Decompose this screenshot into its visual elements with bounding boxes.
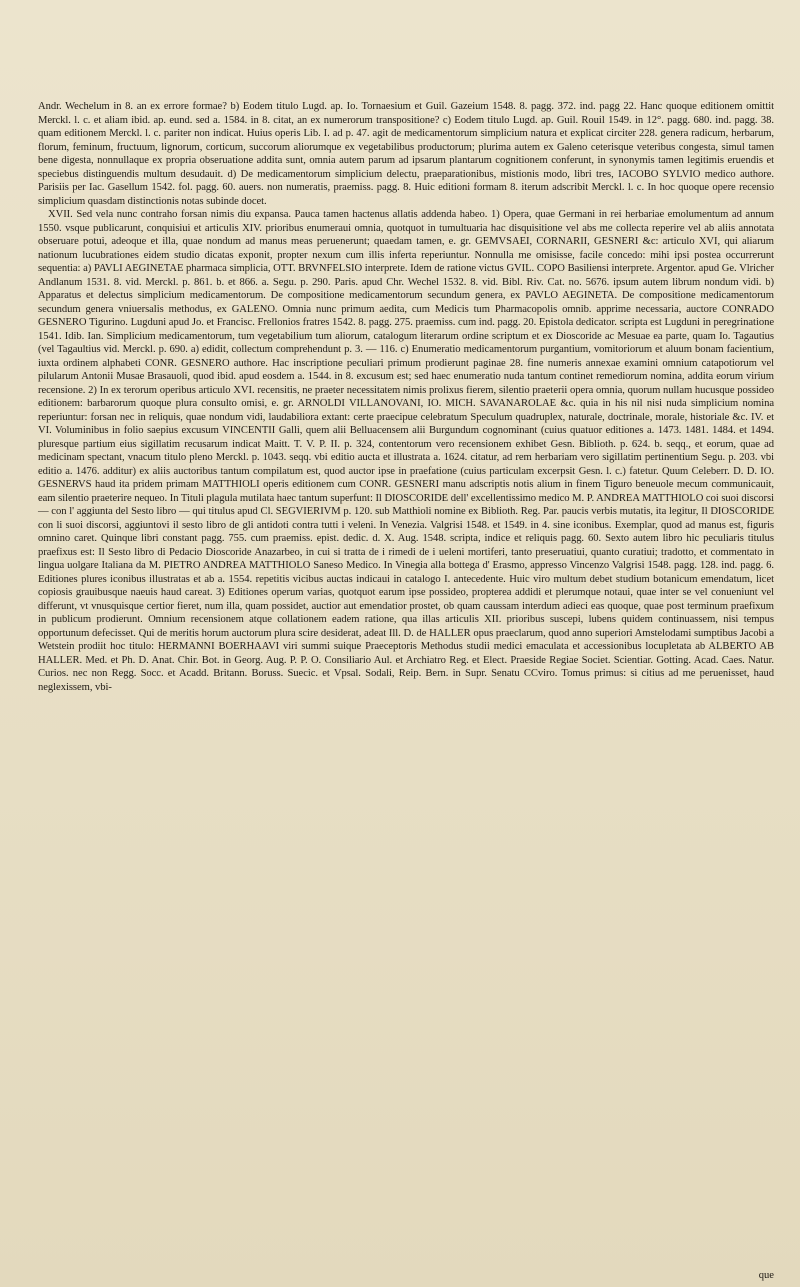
paragraph-2: XVII. Sed vela nunc contraho forsan nimis diu expansa. Pauca tamen hactenus allatis addenda habeo. 1) Opera, quae Germani in rei herbariae emolumentum ad annum 1550. vsque publicarunt, conquisiui et articulis XIV. prioribus enumeraui omnia, quotquot in tumultuaria hac disquisitione vel abs me collecta reperire vel ab aliis annotata obseruare potui, adeoque et illa, quae nondum ad manus meas peruenerunt; quaedam tamen, e. gr. GEMVSAEI, CORNARII, GESNERI &c: articulo XVI, qui aliarum nationum lucubrationes eidem studio dicatas exponit, propter nexum cum illis inferta reperiuntur. Nonnulla me omisisse, facile concedo: mihi ipsi postea occurrerunt sequentia: a) PAVLI AEGINETAE pharmaca simplicia, OTT. BRVNFELSIO interprete. Idem de ratione victus GVIL. COPO Basiliensi interprete. Argentor. apud Ge. Vlricher Andlanum 1531. 8. vid. Merckl. p. 861. b. et 866. a. Segu. p. 290. Paris. apud Chr. Wechel 1532. 8. vid. Bibl. Riv. Cat. no. 5676. ipsum autem librum nondum vidi. b) Apparatus et delectus simplicium medicamentorum. De compositione medicamentorum secundum genera, ex PAVLO AEGINETA. De compositione medicamentorum secundum genera vniuersalis methodus, ex GALENO. Omnia nunc primum aedita, cum Medicis tum Pharmacopolis omnib. apprime necessaria, auctore CONRADO GESNERO Tigurino. Lugduni apud Jo. et Francisc. Frellonios fratres 1542. 8. pagg. 275. praemiss. cum ind. pagg. 20. Epistola dedicator. scripta est Lugduni in peregrinatione 1541. Idib. Ian. Simplicium medicamentorum, tum vegetabilium tum aliorum, catalogum literarum ordine scriptum et ex Dioscoride ac Mesuae ea parte, quam Io. Tagautius (vel Tagaultius vid. Merckl. p. 690. a) edidit, collectum comprehendunt p. 3. — 116. c) Enumeratio medicamentorum purgantium, vomitoriorum et aluum bonam facientium, iuxta ordinem alphabeti CONR. GESNERO authore. Hac inscriptione peculiari primum prodierunt paginae 28. fine numeris annexae examini omnium catapotiorum vel pilularum Antonii Musae Brasauoli, quod ibid. apud eosdem a. 1544. in 8. excusum est; sed haec enumeratio nuda tantum continet remediorum nomina, addita eorum virium recensione. 2) In ex terorum operibus articulo XVI. recensitis, ne praeter necessitatem nimis prolixus fierem, silentio praeterii opera omnia, quorum nullam hucusque possideo editionem: barbarorum quoque plura consulto omisi, e. gr. ARNOLDI VILLANOVANI, IO. MICH. SAVANAROLAE &c. quia in his nil nisi nuda simplicium nomina reperiuntur: forsan nec in reliquis, quae nondum vidi, laudabiliora extant: certe praecipue celebratum Speculum quadruplex, naturale, doctrinale, morale, historiale &c. IV. et VI. Voluminibus in folio saepius excusum VINCENTII Galli, quem alii Belluacensem alii Burgundum cognominant (cuius quatuor editiones a. 1473. 1481. 1484. et 1494. pluresque partium eius sigillatim recusarum indicat Maitt. T. V. P. II. p. 324, contentorum vero recensionem exhibet Gesn. Biblioth. p. 624. b. seqq., et eorum, quae ad medicinam spectant, vnacum titulo pleno Merckl. p. 1043. seqq. vbi editio aucta et illustrata a. 1624. citatur, ad rem herbariam vero sigillatim pertinentium Segu. p. 203. vbi editio a. 1476. additur) ex aliis auctoribus tantum compilatum est, quod auctor ipse in praefatione (cuius particulam excerpsit Gesn. l. c.) fatetur. Quum Celeberr. D. D. IO. GESNERVS haud ita pridem primam MATTHIOLI operis editionem cum CONR. GESNERI manu adscriptis notis alium in finem Tiguro beneuole mecum communicauit, eam silentio praeterire nequeo. In Tituli plagula mutilata haec tantum superfunt: Il DIOSCORIDE dell' excellentissimo medico M. P. ANDREA MATTHIOLO coi suoi discorsi — con l' aggiunta del Sesto libro — qui titulus apud Cl. SEGVIERIVM p. 120. sub Matthioli nomine ex Biblioth. Reg. Par. paucis verbis mutatis, ita legitur, Il DIOSCORIDE con li suoi discorsi, aggiuntovi il sesto libro de gli antidoti contra tutti i veleni. In Venezia. Valgrisi 1548. et 1549. in 4. sine iconibus. Exemplar, quod ad manus est, figuris omnino caret. Quinque libri constant pagg. 755. cum praemiss. epist. dedic. d. X. Aug. 1548. scripta, indice et reliquis pagg. 60. Sexto autem libro hic peculiaris titulus praefixus est: Il Sesto libro di Pedacio Dioscoride Anazarbeo, in cui si tratta de i rimedi de i ueleni mortiferi, tanto preseruatiui, quanto curatiui; tradotto, et commentato in lingua uolgare Italiana da M. PIETRO ANDREA MATTHIOLO Saneso Medico. In Vinegia alla bottega d' Erasmo, appresso Vincenzo Valgrisi 1548. pagg. 128. ind. pagg. 6. Editiones plures iconibus illustratas et ab a. 1554. repetitis vicibus auctas indicaui in catalogo I. antecedente. Huic viro multum debet studium botanicum emendatum, licet copiosis grauibusque naeuis haud careat. 3) Editiones operum varias, quotquot earum ipse possideo, propterea addidi et plerumque notaui, quae inter se vel conueniunt vel differunt, vt vnusquisque certior fieret, num illa, quam possidet, auctior aut emendatior prostet, ob quam caussam interdum adieci eas quoque, quae post terminum praefixum in publicum prodierunt. Omnium recensionem atque collationem eadem ratione, qua illas articulis XII. prioribus suscepi, lubens quidem continuassem, nisi tempus opportunum defecisset. Qui de meritis horum auctorum plura scire desiderat, adeat Ill. D. de HALLER opus praeclarum, quod anno superiori Amstelodami sumptibus Jacobi a Wetstein prodiit hoc titulo: HERMANNI BOERHAAVI viri summi suique Praeceptoris Methodus studii medici emaculata et accessionibus locupletata ab ALBERTO AB HALLER. Med. et Ph. D. Anat. Chir. Bot. in Georg. Aug. P. P. O. Consiliario Aul. et Archiatro Reg. et Elect. Praeside Regiae Societ. Scientiar. Gotting. Acad. Caes. Natur. Curios. nec non Regg. Socc. et Acadd. Britann. Boruss. Suecic. et Vpsal. Sodali, Reip. Bern. in Supr. Senatu CCviro. Tomus primus: si citius ad me peruenisset, haud neglexissem, vbi- — [38, 209, 774, 693]
paragraph-1: Andr. Wechelum in 8. an ex errore formae? b) Eodem titulo Lugd. ap. Io. Tornaesium et Guil. Gazeium 1548. 8. pagg. 372. ind. pagg 22. Hanc quoque editionem omittit Merckl. l. c. et aliam ibid. ap. eund. sed a. 1584. in 8. citat, an ex numerorum transpositione? c) Eodem titulo Lugd. ap. Guil. Rouil 1549. in 12°. pagg. 680. ind. pagg. 38. quam editionem Merckl. l. c. pariter non indicat. Huius operis Lib. I. ad p. 47. agit de medicamentorum simplicium natura et explicat circiter 228. genera radicum, herbarum, florum, feminum, fructuum, lignorum, corticum, succorum aliorumque ex vegetabilibus productorum; plurima autem ex Galeno ceterisque veteribus congesta, simul tamen bene digesta, nonnullaque ex propria obseruatione addita sunt, omnia autem parum ad ipsarum plantarum cognitionem conferunt, in synonymis tamen legitimis eruendis et speciebus distinguendis multum desudauit. d) De medicamentorum simplicium delectu, praeparationibus, mistionis modo, libri tres, IACOBO SYLVIO medico authore. Parisiis per Iac. Gasellum 1542. fol. pagg. 60. auers. non numeratis, praemiss. pagg. 8. Huic editioni formam 8. iterum adscribit Merckl. l. c. In hoc quoque opere recensio simplicium quasdam distinctionis notas subinde docet. — [38, 101, 774, 207]
body-text — [38, 100, 774, 694]
catchword: que — [758, 1270, 774, 1281]
